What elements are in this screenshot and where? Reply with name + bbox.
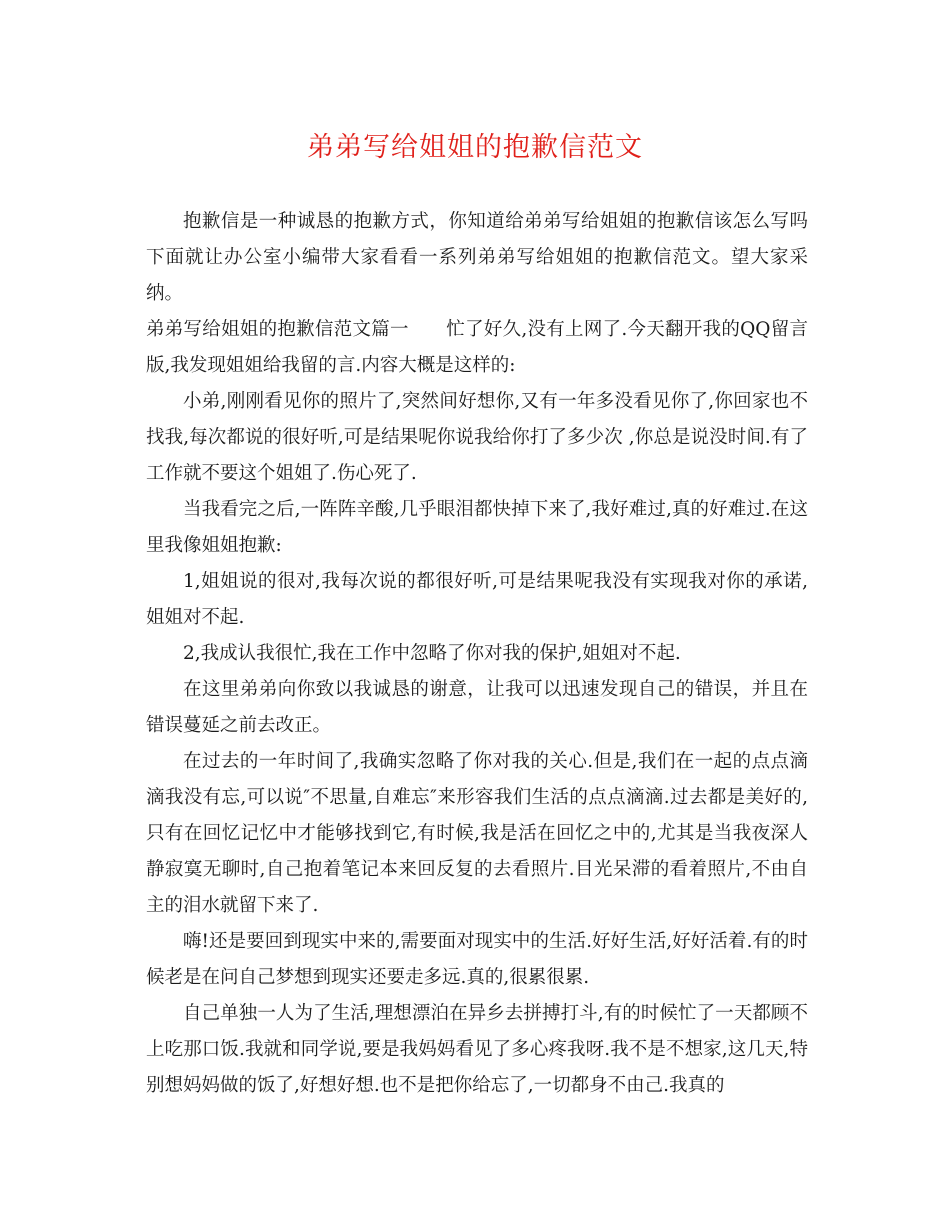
page-title: 弟弟写给姐姐的抱歉信范文 [307,132,643,163]
paragraph-sister-message: 小弟,刚刚看见你的照片了,突然间好想你,又有一年多没看见你了,你回家也不找我,每次都说的很好听,可是结果呢你说我给你打了多少次 ,你总是说没时间.有了工作就不要这个姐姐了.伤心死了. [146,391,808,484]
paragraph-memories: 在过去的一年时间了,我确实忽略了你对我的关心.但是,我们在一起的点点滴滴我没有忘,可以说″不思量,自难忘″来形容我们生活的点点滴滴.过去都是美好的,只有在回忆记忆中才能够找到它,有时候,我是活在回忆之中的,尤其是当我夜深人静寂寞无聊时,自己抱着笔记本来回反复的去看照片.目光呆滞的看着照片,不由自主的泪水就留下来了. [146,751,808,916]
paragraph-alone: 自己单独一人为了生活,理想漂泊在异乡去拼搏打斗,有的时候忙了一天都顾不上吃那口饭.我就和同学说,要是我妈妈看见了多心疼我呀.我不是不想家,这几天,特别想妈妈做的饭了,好想好想.也不是把你给忘了,一切都身不由己.我真的 [146,1003,808,1096]
paragraph-heading-letter-one: 弟弟写给姐姐的抱歉信范文篇一 忙了好久,没有上网了.今天翻开我的QQ留言版,我发现姐姐给我留的言.内容大概是这样的: [146,319,808,376]
paragraph-reaction: 当我看完之后,一阵阵辛酸,几乎眼泪都快掉下来了,我好难过,真的好难过.在这里我像姐姐抱歉: [146,499,808,556]
paragraph-point-one: 1,姐姐说的很对,我每次说的都很好听,可是结果呢我没有实现我对你的承诺,姐姐对不起. [146,571,808,628]
paragraph-reality: 嗨!还是要回到现实中来的,需要面对现实中的生活.好好生活,好好活着.有的时候老是在问自己梦想到现实还要走多远.真的,很累很累. [146,931,808,988]
document-body [146,204,808,1104]
paragraph-point-two: 2,我成认我很忙,我在工作中忽略了你对我的保护,姐姐对不起. [183,643,681,664]
paragraph-gratitude: 在这里弟弟向你致以我诚恳的谢意，让我可以迅速发现自己的错误，并且在错误蔓延之前去改正。 [146,679,808,736]
paragraph-intro: 抱歉信是一种诚恳的抱歉方式，你知道给弟弟写给姐姐的抱歉信该怎么写吗下面就让办公室小编带大家看看一系列弟弟写给姐姐的抱歉信范文。望大家采纳。 [146,211,808,304]
